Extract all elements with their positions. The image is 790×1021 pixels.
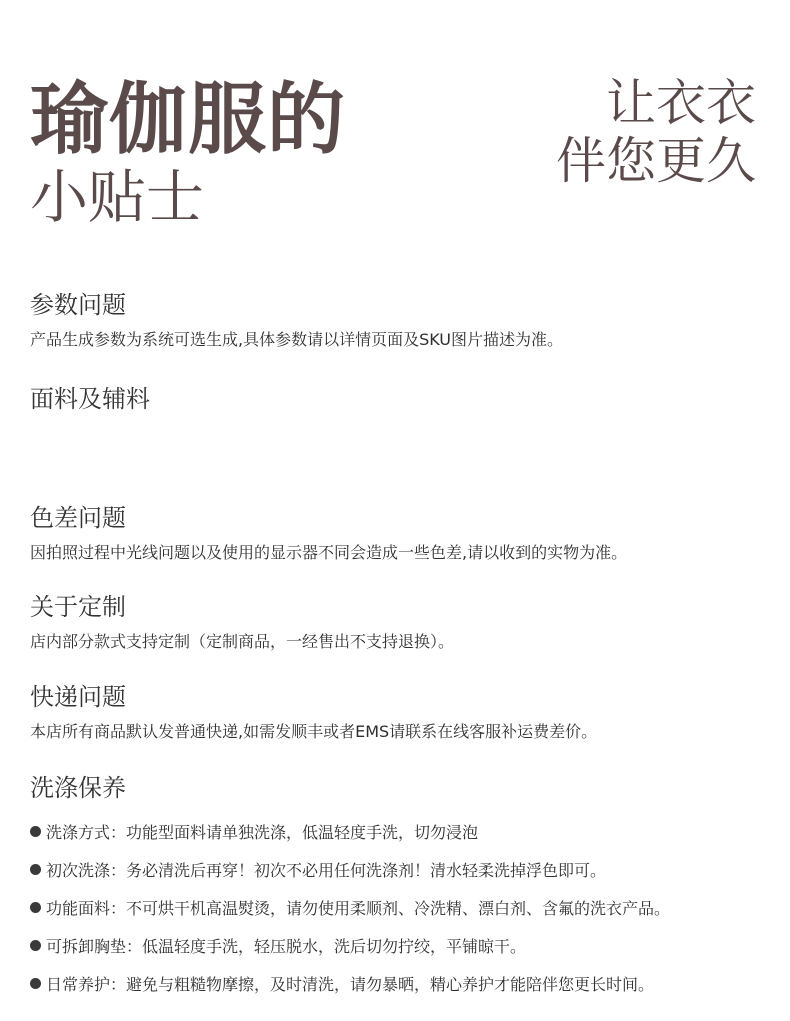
bullet-dot-icon xyxy=(30,826,41,837)
care-item-text: 洗涤方式：功能型面料请单独洗涤，低温轻度手洗，切勿浸泡 xyxy=(46,822,479,842)
bullet-dot-icon xyxy=(30,902,41,913)
care-list xyxy=(30,812,765,1002)
section-customization xyxy=(30,591,765,654)
section-title: 洗涤保养 xyxy=(30,774,126,802)
section-fabric xyxy=(30,383,765,415)
section-parameters xyxy=(30,289,765,352)
slogan-line-1: 让衣衣 xyxy=(606,74,756,132)
section-text: 本店所有商品默认发普通快递,如需发顺丰或者EMS请联系在线客服补运费差价。 xyxy=(30,722,598,741)
page-title: 瑜伽服的 xyxy=(30,75,347,165)
section-title: 面料及辅料 xyxy=(30,385,150,413)
section-title: 关于定制 xyxy=(30,593,126,621)
section-title: 参数问题 xyxy=(30,291,126,319)
slogan-block xyxy=(556,74,756,190)
care-item-removable-pad xyxy=(30,926,765,964)
care-item-washing-method xyxy=(30,812,765,850)
care-item-first-wash xyxy=(30,850,765,888)
bullet-dot-icon xyxy=(30,978,41,989)
header-title-block xyxy=(30,74,346,230)
page-subtitle: 小贴士 xyxy=(30,163,205,231)
care-item-functional-fabric xyxy=(30,888,765,926)
section-shipping xyxy=(30,681,765,744)
bullet-dot-icon xyxy=(30,864,41,875)
care-item-text: 功能面料：不可烘干机高温熨烫，请勿使用柔顺剂、冷洗精、漂白剂、含氟的洗衣产品。 xyxy=(46,898,671,918)
section-title: 快递问题 xyxy=(30,683,126,711)
care-item-text: 初次洗涤：务必清洗后再穿！初次不必用任何洗涤剂！清水轻柔洗掉浮色即可。 xyxy=(46,860,607,880)
section-washing-care xyxy=(30,772,765,804)
care-item-text: 可拆卸胸垫：低温轻度手洗，轻压脱水，洗后切勿拧绞，平铺晾干。 xyxy=(46,936,527,956)
care-item-text: 日常养护：避免与粗糙物摩擦，及时清洗，请勿暴晒，精心养护才能陪伴您更长时间。 xyxy=(46,974,655,994)
section-text: 因拍照过程中光线问题以及使用的显示器不同会造成一些色差,请以收到的实物为准。 xyxy=(30,543,628,562)
section-title: 色差问题 xyxy=(30,504,126,532)
section-text: 产品生成参数为系统可选生成,具体参数请以详情页面及SKU图片描述为准。 xyxy=(30,330,564,349)
care-item-daily-care xyxy=(30,964,765,1002)
slogan-line-2: 伴您更久 xyxy=(556,132,756,190)
section-color-difference xyxy=(30,502,765,565)
section-text: 店内部分款式支持定制（定制商品，一经售出不支持退换）。 xyxy=(30,632,455,651)
bullet-dot-icon xyxy=(30,940,41,951)
